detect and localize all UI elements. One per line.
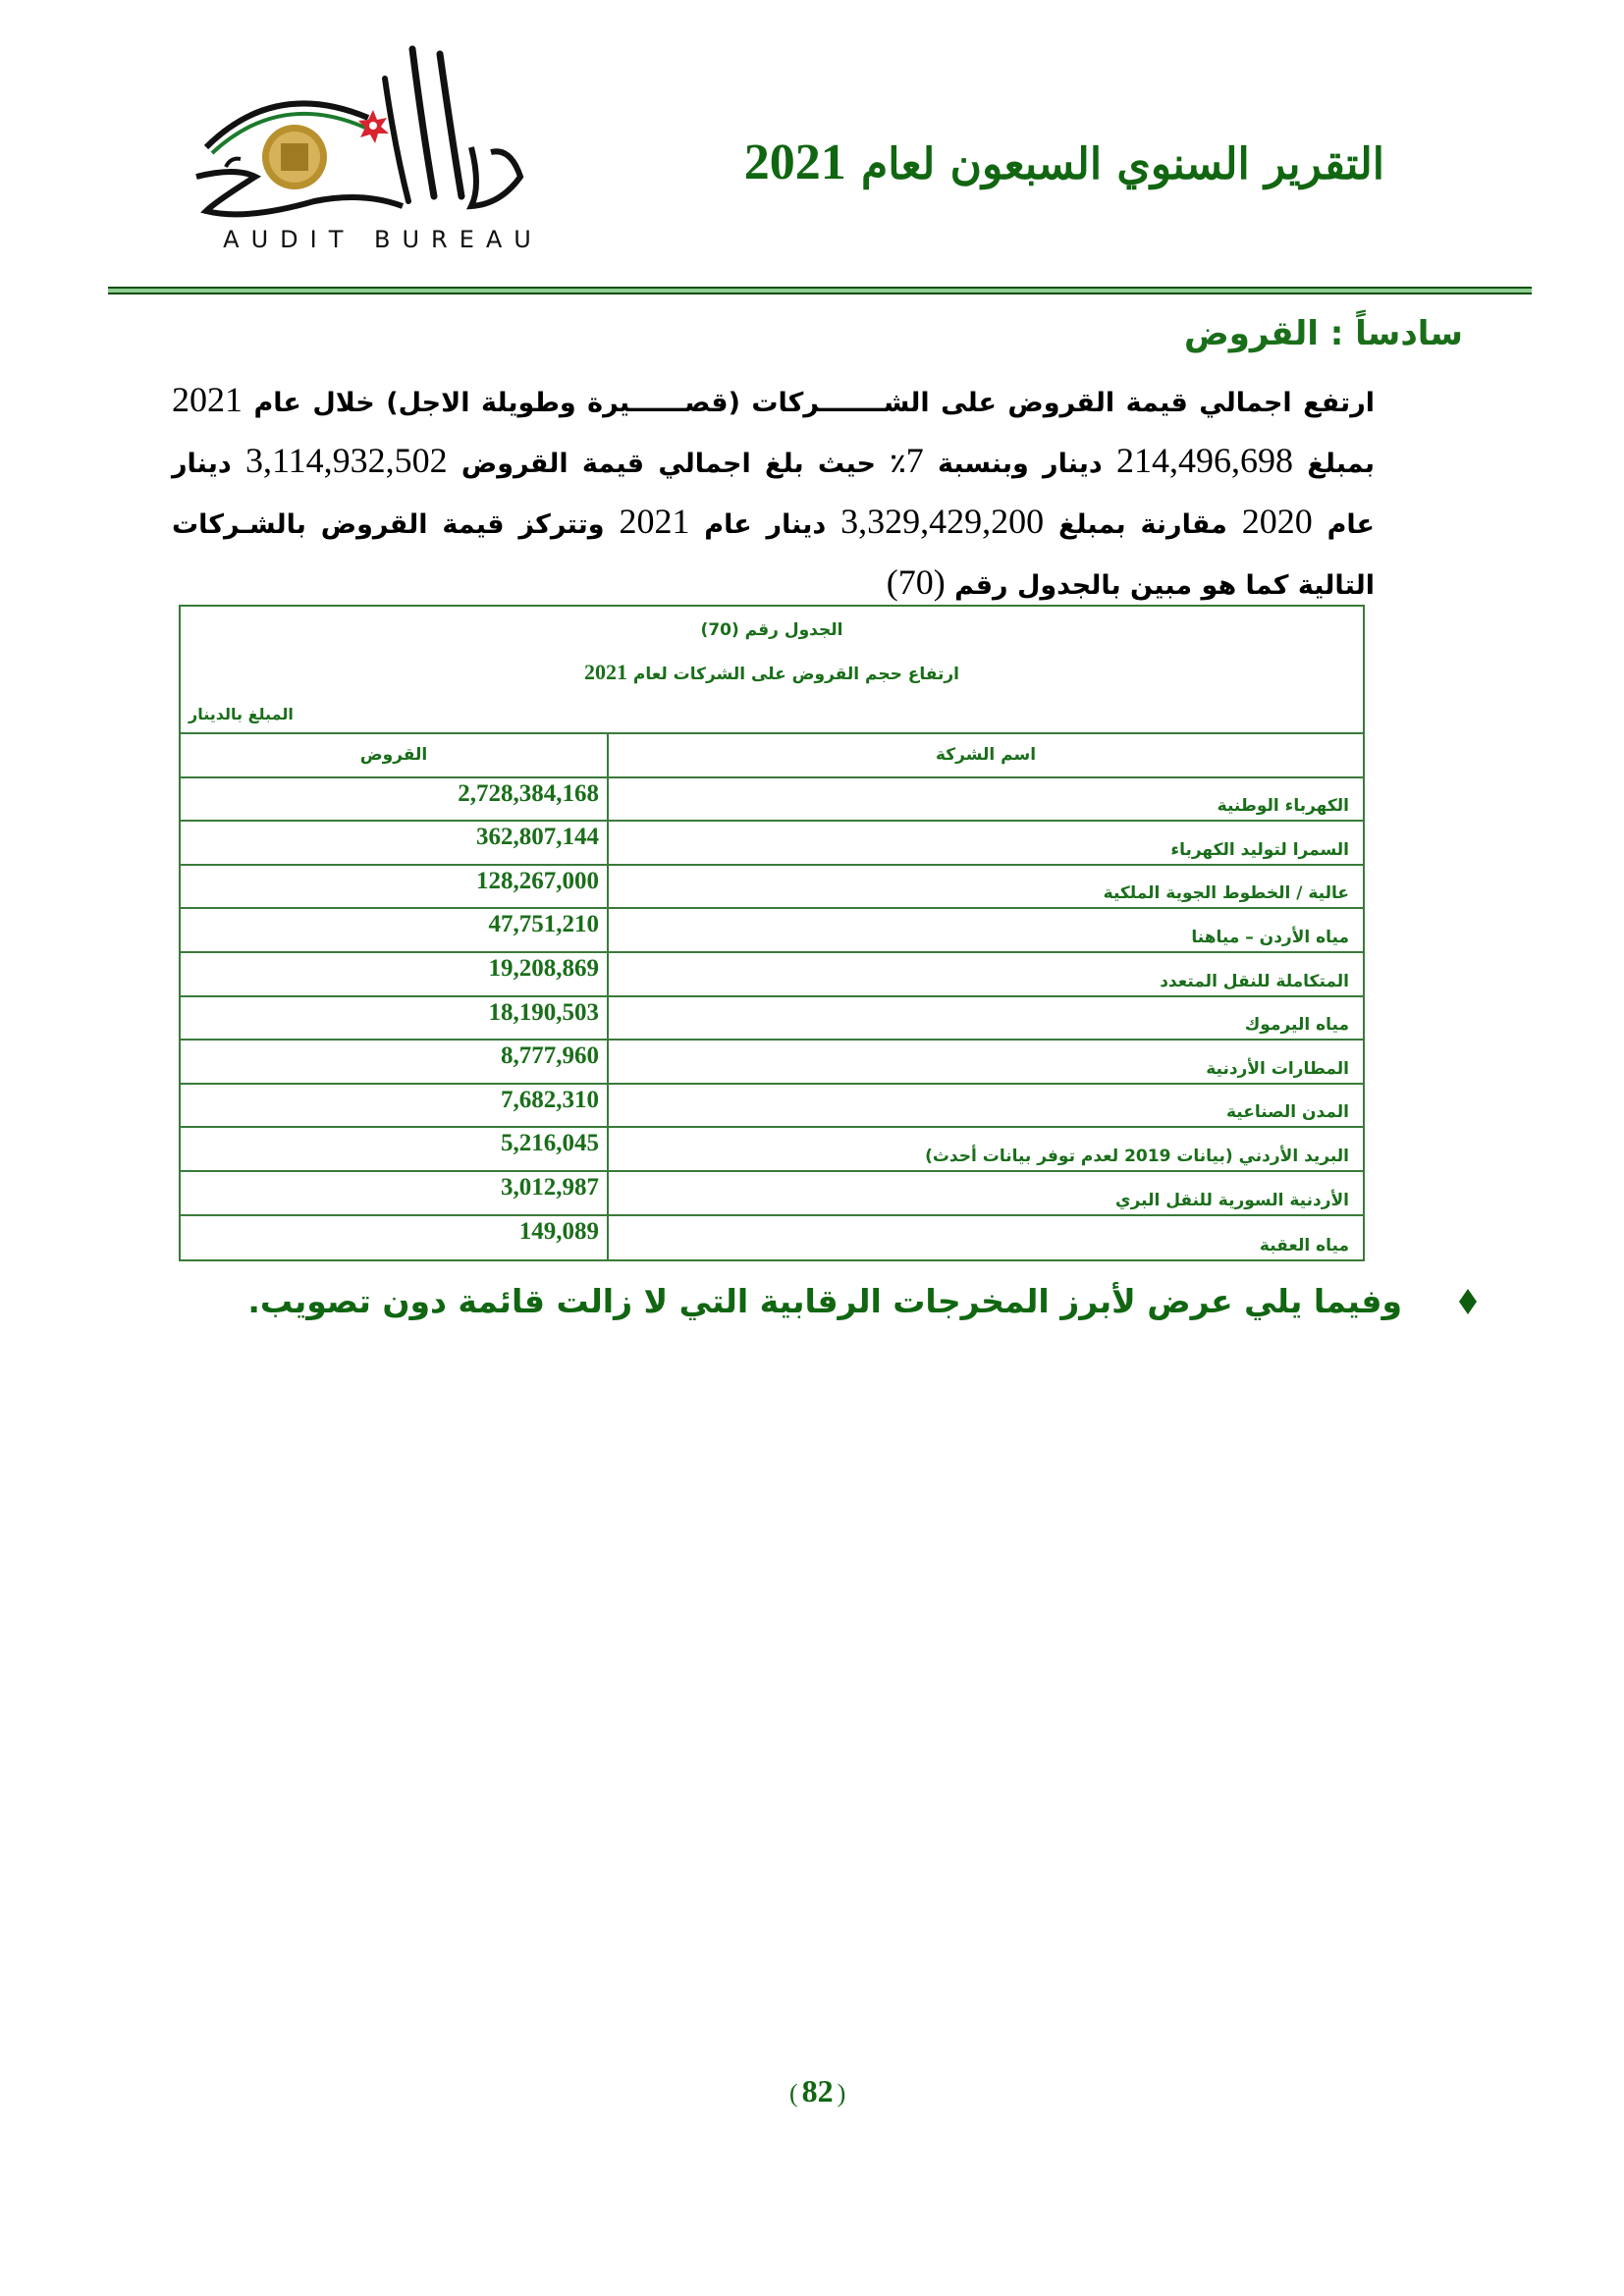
para-number: 2021: [172, 380, 243, 419]
table-row: [181, 1085, 1363, 1129]
loan-amount-cell: [181, 997, 607, 1040]
table-title-year: 2021: [583, 660, 627, 684]
company-name-cell: البريد الأردني (بيانات 2019 لعدم توفر بيانات أحدث): [607, 1128, 1363, 1170]
para-text: مقارنة بمبلغ: [1044, 509, 1242, 540]
loan-amount-cell: [181, 1041, 607, 1083]
company-name-cell: المدن الصناعية: [607, 1085, 1363, 1127]
para-text: دينار عام: [172, 449, 1375, 540]
page-number-paren-close: ): [837, 2079, 846, 2108]
loan-amount: 8,777,960: [501, 1042, 599, 1070]
column-header-loans: القروض: [359, 745, 428, 766]
company-name-cell: مياه العقبة: [607, 1216, 1363, 1260]
loan-amount-cell: [181, 909, 607, 951]
table-row: [181, 1041, 1363, 1085]
company-name-cell: الكهرباء الوطنية: [607, 778, 1363, 821]
para-number: 3,114,932,502: [244, 441, 448, 480]
para-number: 2021: [619, 502, 690, 541]
loan-amount-cell: [181, 1085, 607, 1127]
loan-amount: 7,682,310: [501, 1086, 599, 1113]
table-row: [181, 1172, 1363, 1216]
table-row: [181, 822, 1363, 866]
loan-amount-cell: [181, 1216, 607, 1260]
company-name-cell: المتكاملة للنقل المتعدد: [607, 953, 1363, 995]
table-caption: [181, 607, 1363, 734]
table-row: [181, 866, 1363, 910]
table-row: [181, 997, 1363, 1041]
loan-amount: 19,208,869: [488, 954, 599, 982]
para-number: 7: [905, 441, 924, 480]
loan-amount: 362,807,144: [476, 824, 599, 851]
header-divider: [108, 287, 1532, 294]
para-number: 214,496,698: [1116, 441, 1293, 480]
intro-paragraph: [172, 371, 1375, 614]
findings-note-text: وفيما يلي عرض لأبرز المخرجات الرقابية التي لا زالت قائمة دون تصويب.: [247, 1282, 1402, 1320]
report-title: [744, 133, 1384, 191]
loan-amount: 5,216,045: [501, 1130, 599, 1157]
loan-amount-cell: [181, 1172, 607, 1214]
para-text: دينار عام: [689, 509, 841, 540]
table-header-row: [181, 734, 1363, 778]
loan-amount-cell: [181, 866, 607, 908]
logo-english-text: AUDIT BUREAU: [223, 226, 543, 253]
company-name-cell: السمرا لتوليد الكهرباء: [607, 822, 1363, 864]
page-number-paren-open: (: [789, 2079, 798, 2108]
page-number: [785, 2073, 849, 2109]
table-row: [181, 778, 1363, 823]
company-name-cell: عالية / الخطوط الجوية الملكية: [607, 866, 1363, 908]
loan-amount: 149,089: [518, 1217, 599, 1245]
para-text: بمبلغ: [1293, 449, 1375, 479]
para-text: وتتركز قيمة القروض بالشـركات التالية كما هو مبين بالجدول رقم: [172, 509, 1375, 601]
section-heading: سادساً : القروض: [1183, 314, 1463, 353]
table-title: [181, 660, 1363, 685]
page-number-value: 82: [801, 2073, 834, 2109]
loan-amount-cell: [181, 1128, 607, 1170]
para-number: 2020: [1241, 502, 1313, 541]
loan-amount-cell: [181, 953, 607, 995]
findings-note: [247, 1282, 1477, 1320]
para-number: 3,329,429,200: [840, 502, 1045, 541]
loans-table: [179, 605, 1365, 1261]
para-text: دينار وبنسبة: [923, 449, 1116, 479]
loan-amount: 18,190,503: [488, 998, 599, 1026]
table-row: [181, 953, 1363, 997]
loan-amount: 3,012,987: [501, 1173, 599, 1201]
loan-amount-cell: [181, 822, 607, 864]
column-header-company: اسم الشركة: [607, 734, 1363, 776]
report-year: 2021: [743, 134, 846, 190]
para-number: (70): [886, 562, 946, 602]
loan-amount: 47,751,210: [488, 911, 599, 938]
para-text: ٪ حيث بلغ اجمالي قيمة القروض: [447, 449, 906, 479]
table-row: [181, 1216, 1363, 1260]
audit-bureau-logo: [177, 29, 560, 260]
loan-amount: 2,728,384,168: [458, 779, 599, 807]
report-title-text: التقرير السنوي السبعون لعام: [861, 139, 1384, 189]
company-name-cell: مياه الأردن – مياهنا: [607, 909, 1363, 951]
table-number: الجدول رقم (70): [700, 620, 843, 640]
table-row: [181, 1128, 1363, 1172]
table-unit-label: المبلغ بالدينار: [189, 705, 294, 723]
table-row: [181, 909, 1363, 953]
diamond-bullet-icon: [1459, 1289, 1477, 1314]
table-title-text: ارتفاع حجم القروض على الشركات لعام: [632, 665, 960, 684]
company-name-cell: مياه اليرموك: [607, 997, 1363, 1040]
loan-amount: 128,267,000: [476, 867, 599, 894]
company-name-cell: الأردنية السورية للنقل البري: [607, 1172, 1363, 1214]
company-name-cell: المطارات الأردنية: [607, 1041, 1363, 1083]
loan-amount-cell: [181, 778, 607, 821]
para-text: ارتفع اجمالي قيمة القروض على الشـــــــركات (قصــــــيرة وطويلة الاجل) خلال عام: [243, 388, 1375, 418]
